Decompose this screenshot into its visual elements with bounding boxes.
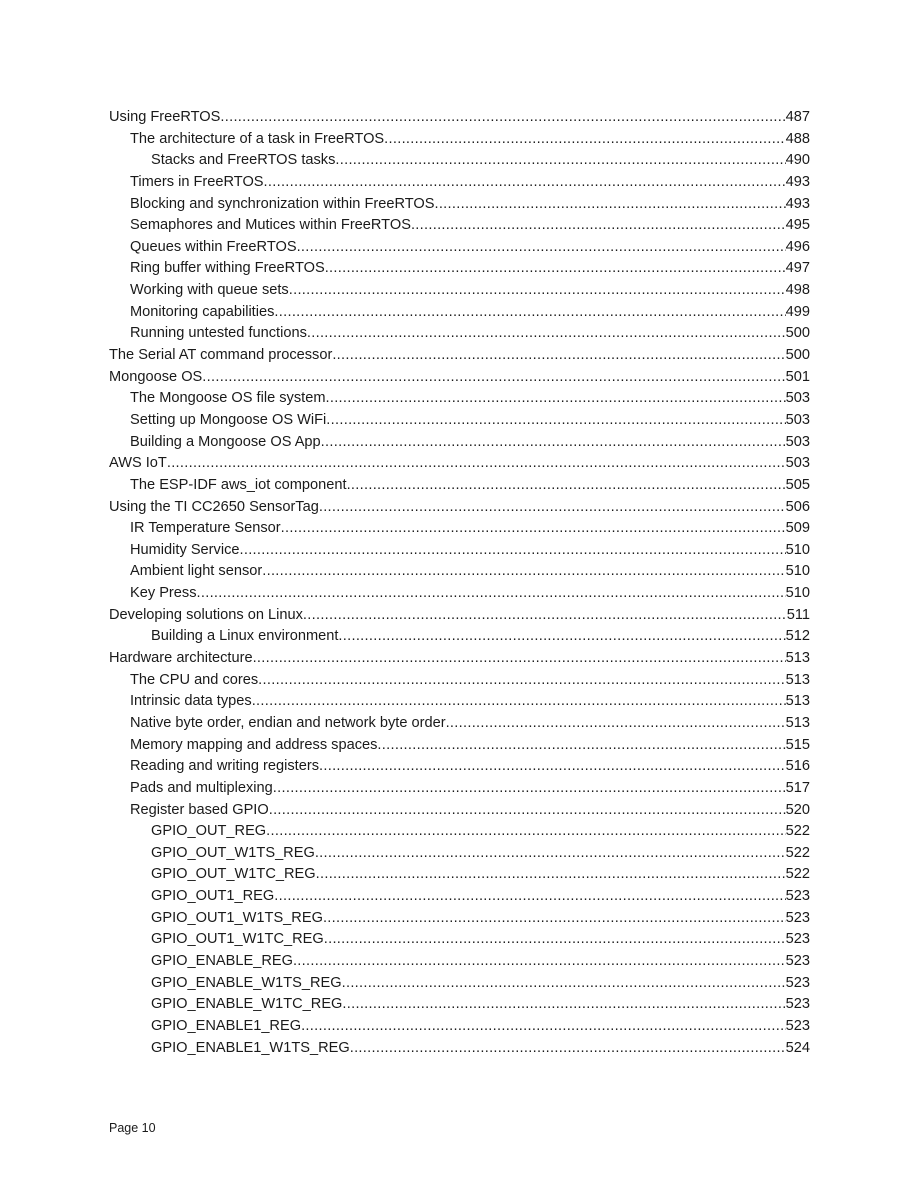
toc-dot-leader [289, 280, 786, 302]
toc-dot-leader [332, 345, 785, 367]
toc-dot-leader [252, 691, 786, 713]
toc-entry-title[interactable]: Mongoose OS [109, 368, 203, 385]
toc-dot-leader [319, 497, 786, 519]
toc-entry[interactable] [109, 648, 810, 670]
toc-entry-page-number[interactable]: 493 [785, 195, 810, 212]
toc-entry-title[interactable]: GPIO_OUT1_REG [151, 888, 275, 905]
toc-entry[interactable] [109, 194, 810, 216]
toc-entry-page-number[interactable]: 497 [785, 260, 810, 277]
toc-dot-leader [297, 237, 786, 259]
toc-dot-leader [446, 713, 786, 735]
toc-entry-page-number[interactable]: 513 [785, 650, 810, 667]
toc-entry-title[interactable]: GPIO_ENABLE1_W1TS_REG [151, 1039, 350, 1056]
toc-entry-title[interactable]: Building a Mongoose OS App [130, 433, 321, 450]
toc-dot-leader [338, 626, 785, 648]
toc-entry-title[interactable]: GPIO_ENABLE_W1TS_REG [151, 974, 342, 991]
toc-entry[interactable] [109, 367, 810, 389]
toc-entry[interactable] [109, 1038, 810, 1060]
toc-entry-title[interactable]: The architecture of a task in FreeRTOS [130, 130, 385, 147]
toc-entry-title[interactable]: Building a Linux environment [151, 628, 339, 645]
toc-entry-page-number[interactable]: 522 [785, 866, 810, 883]
toc-entry-title[interactable]: Setting up Mongoose OS WiFi [130, 411, 327, 428]
toc-entry[interactable] [109, 129, 810, 151]
toc-entry-page-number[interactable]: 523 [785, 952, 810, 969]
toc-dot-leader [325, 388, 785, 410]
toc-entry-page-number[interactable]: 523 [785, 931, 810, 948]
toc-dot-leader [274, 302, 785, 324]
page-number-footer: Page 10 [109, 1121, 156, 1135]
toc-dot-leader [350, 1038, 786, 1060]
toc-dot-leader [301, 1016, 786, 1038]
toc-entry-page-number[interactable]: 524 [785, 1039, 810, 1056]
toc-entry[interactable] [109, 258, 810, 280]
toc-entry[interactable] [109, 908, 810, 930]
toc-entry-title[interactable]: Register based GPIO [130, 801, 269, 818]
toc-dot-leader [266, 821, 785, 843]
toc-entry[interactable] [109, 237, 810, 259]
toc-entry-title[interactable]: GPIO_OUT1_W1TC_REG [151, 931, 324, 948]
toc-entry[interactable] [109, 713, 810, 735]
toc-entry-title[interactable]: Stacks and FreeRTOS tasks [151, 152, 336, 169]
toc-dot-leader [167, 453, 786, 475]
toc-entry[interactable] [109, 886, 810, 908]
toc-entry-title[interactable]: Running untested functions [130, 325, 307, 342]
toc-entry-title[interactable]: Ambient light sensor [130, 563, 263, 580]
toc-entry-page-number[interactable]: 499 [785, 303, 810, 320]
toc-entry-title[interactable]: Hardware architecture [109, 650, 253, 667]
toc-dot-leader [262, 561, 785, 583]
toc-entry[interactable] [109, 475, 810, 497]
toc-entry-page-number[interactable]: 522 [785, 823, 810, 840]
toc-dot-leader [434, 194, 785, 216]
toc-entry[interactable] [109, 150, 810, 172]
toc-entry-page-number[interactable]: 523 [785, 888, 810, 905]
toc-dot-leader [274, 886, 785, 908]
toc-entry-title[interactable]: Semaphores and Mutices within FreeRTOS [130, 217, 411, 234]
toc-entry[interactable] [109, 388, 810, 410]
toc-entry-title[interactable]: Humidity Service [130, 541, 240, 558]
toc-entry[interactable] [109, 756, 810, 778]
toc-dot-leader [411, 215, 786, 237]
toc-dot-leader [315, 843, 786, 865]
toc-entry-title[interactable]: The Serial AT command processor [109, 347, 333, 364]
toc-entry-title[interactable]: The Mongoose OS file system [130, 390, 326, 407]
toc-entry-title[interactable]: Pads and multiplexing [130, 779, 273, 796]
toc-entry-title[interactable]: Intrinsic data types [130, 693, 252, 710]
toc-entry-title[interactable]: Ring buffer withing FreeRTOS [130, 260, 325, 277]
toc-entry-page-number[interactable]: 501 [785, 368, 810, 385]
toc-entry-page-number[interactable]: 513 [785, 714, 810, 731]
toc-entry-page-number[interactable]: 503 [785, 411, 810, 428]
toc-entry-title[interactable]: GPIO_ENABLE1_REG [151, 1017, 302, 1034]
toc-entry-page-number[interactable]: 510 [785, 541, 810, 558]
toc-entry[interactable] [109, 497, 810, 519]
toc-entry-title[interactable]: Working with queue sets [130, 282, 289, 299]
toc-entry[interactable] [109, 518, 810, 540]
toc-entry-title[interactable]: Queues within FreeRTOS [130, 238, 297, 255]
toc-entry-page-number[interactable]: 523 [785, 996, 810, 1013]
toc-dot-leader [319, 756, 786, 778]
toc-entry-page-number[interactable]: 515 [785, 736, 810, 753]
toc-entry-page-number[interactable]: 495 [785, 217, 810, 234]
toc-entry-title[interactable]: The CPU and cores [130, 671, 259, 688]
toc-dot-leader [269, 800, 786, 822]
toc-dot-leader [323, 908, 786, 930]
toc-entry-page-number[interactable]: 506 [785, 498, 810, 515]
toc-entry[interactable] [109, 973, 810, 995]
toc-entry-page-number[interactable]: 516 [785, 758, 810, 775]
toc-entry-page-number[interactable]: 487 [785, 109, 810, 125]
toc-dot-leader [273, 778, 786, 800]
toc-dot-leader [258, 670, 785, 692]
toc-entry-title[interactable]: Using the TI CC2650 SensorTag [109, 498, 319, 515]
toc-entry-title[interactable]: GPIO_OUT_W1TS_REG [151, 844, 315, 861]
toc-entry-title[interactable]: Using FreeRTOS [109, 109, 221, 125]
toc-entry-page-number[interactable]: 523 [785, 909, 810, 926]
toc-entry-page-number[interactable]: 500 [785, 347, 810, 364]
toc-dot-leader [281, 518, 786, 540]
toc-entry[interactable] [109, 691, 810, 713]
toc-entry[interactable] [109, 735, 810, 757]
toc-dot-leader [342, 973, 786, 995]
toc-dot-leader [377, 735, 785, 757]
toc-entry[interactable] [109, 821, 810, 843]
toc-entry[interactable] [109, 540, 810, 562]
toc-dot-leader [321, 432, 786, 454]
toc-entry[interactable] [109, 410, 810, 432]
toc-dot-leader [324, 929, 786, 951]
toc-entry[interactable] [109, 800, 810, 822]
toc-dot-leader [342, 994, 785, 1016]
toc-entry[interactable] [109, 280, 810, 302]
toc-dot-leader [335, 150, 785, 172]
toc-entry-title[interactable]: The ESP-IDF aws_iot component [130, 476, 347, 493]
toc-entry-title[interactable]: Native byte order, endian and network byte order [130, 714, 446, 731]
toc-dot-leader [239, 540, 785, 562]
toc-entry[interactable] [109, 561, 810, 583]
toc-dot-leader [303, 605, 787, 627]
toc-entry[interactable] [109, 432, 810, 454]
toc-dot-leader [220, 107, 785, 129]
toc-entry-page-number[interactable]: 490 [785, 152, 810, 169]
toc-dot-leader [197, 583, 786, 605]
toc-entry-page-number[interactable]: 510 [785, 563, 810, 580]
toc-entry[interactable] [109, 1016, 810, 1038]
toc-entry-page-number[interactable]: 511 [786, 606, 810, 623]
toc-entry[interactable] [109, 107, 810, 129]
toc-entry-title[interactable]: Timers in FreeRTOS [130, 173, 264, 190]
toc-entry-page-number[interactable]: 493 [785, 173, 810, 190]
toc-entry-page-number[interactable]: 510 [785, 585, 810, 602]
toc-entry-page-number[interactable]: 503 [785, 390, 810, 407]
toc-entry[interactable] [109, 951, 810, 973]
toc-entry-page-number[interactable]: 498 [785, 282, 810, 299]
toc-entry-page-number[interactable]: 520 [785, 801, 810, 818]
table-of-contents [109, 107, 810, 1059]
toc-entry-title[interactable]: GPIO_OUT_W1TC_REG [151, 866, 316, 883]
toc-entry[interactable] [109, 670, 810, 692]
toc-entry-page-number[interactable]: 523 [785, 974, 810, 991]
toc-entry[interactable] [109, 778, 810, 800]
toc-entry-page-number[interactable]: 503 [785, 455, 810, 472]
toc-entry-title[interactable]: Developing solutions on Linux [109, 606, 303, 623]
toc-entry[interactable] [109, 583, 810, 605]
toc-entry[interactable] [109, 345, 810, 367]
toc-dot-leader [264, 172, 786, 194]
toc-entry-title[interactable]: GPIO_ENABLE_REG [151, 952, 293, 969]
toc-entry-title[interactable]: IR Temperature Sensor [130, 520, 281, 537]
toc-entry-page-number[interactable]: 496 [785, 238, 810, 255]
toc-entry-title[interactable]: Reading and writing registers [130, 758, 320, 775]
toc-entry-page-number[interactable]: 488 [785, 130, 810, 147]
toc-entry-title[interactable]: GPIO_ENABLE_W1TC_REG [151, 996, 343, 1013]
toc-entry-page-number[interactable]: 503 [785, 433, 810, 450]
toc-dot-leader [202, 367, 785, 389]
toc-entry[interactable] [109, 215, 810, 237]
toc-entry-page-number[interactable]: 509 [785, 520, 810, 537]
toc-dot-leader [253, 648, 786, 670]
toc-entry-page-number[interactable]: 513 [785, 693, 810, 710]
toc-dot-leader [293, 951, 786, 973]
toc-entry[interactable] [109, 605, 810, 627]
toc-entry[interactable] [109, 994, 810, 1016]
toc-entry[interactable] [109, 843, 810, 865]
toc-entry-page-number[interactable]: 513 [785, 671, 810, 688]
toc-entry[interactable] [109, 626, 810, 648]
toc-entry-page-number[interactable]: 522 [785, 844, 810, 861]
toc-entry-page-number[interactable]: 517 [785, 779, 810, 796]
toc-entry-page-number[interactable]: 500 [785, 325, 810, 342]
toc-entry[interactable] [109, 864, 810, 886]
toc-dot-leader [316, 864, 786, 886]
toc-entry-title[interactable]: Blocking and synchronization within FreeRTOS [130, 195, 435, 212]
toc-entry-page-number[interactable]: 512 [785, 628, 810, 645]
toc-dot-leader [307, 323, 786, 345]
toc-entry-title[interactable]: GPIO_OUT1_W1TS_REG [151, 909, 323, 926]
toc-entry-title[interactable]: Key Press [130, 585, 197, 602]
toc-dot-leader [326, 410, 785, 432]
toc-entry-title[interactable]: GPIO_OUT_REG [151, 823, 267, 840]
toc-dot-leader [347, 475, 786, 497]
toc-entry[interactable] [109, 453, 810, 475]
toc-entry[interactable] [109, 323, 810, 345]
toc-dot-leader [325, 258, 786, 280]
toc-entry-title[interactable]: Memory mapping and address spaces [130, 736, 378, 753]
toc-entry[interactable] [109, 929, 810, 951]
toc-entry-page-number[interactable]: 523 [785, 1017, 810, 1034]
toc-entry[interactable] [109, 172, 810, 194]
toc-entry[interactable] [109, 302, 810, 324]
toc-entry-title[interactable]: Monitoring capabilities [130, 303, 275, 320]
toc-entry-title[interactable]: AWS IoT [109, 455, 167, 472]
toc-entry-page-number[interactable]: 505 [785, 476, 810, 493]
toc-dot-leader [384, 129, 785, 151]
